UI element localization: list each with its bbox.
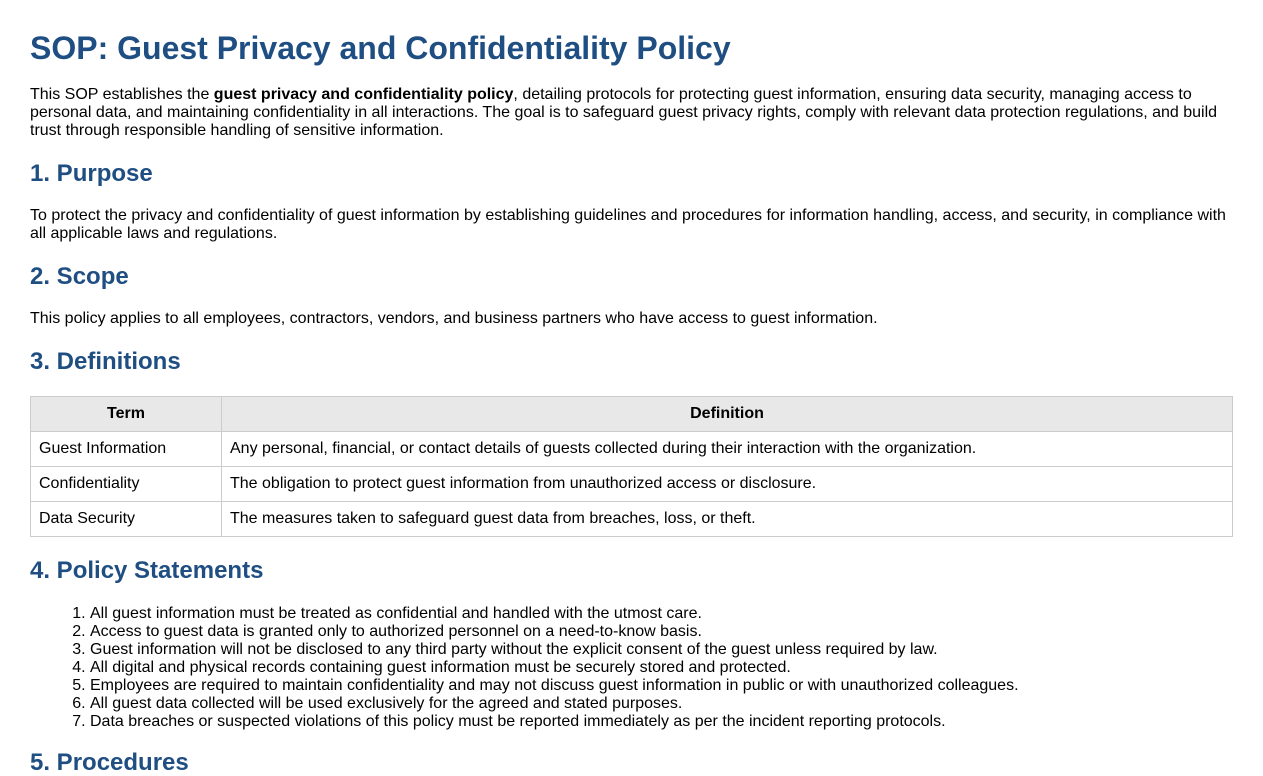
list-item: 4. All digital and physical records containing guest information must be securely stored and protected. xyxy=(90,659,1233,677)
policy-statements-list xyxy=(30,605,1233,731)
term-cell: Guest Information xyxy=(31,432,222,467)
page-title: SOP: Guest Privacy and Confidentiality Policy xyxy=(30,30,731,66)
table-row xyxy=(31,467,1233,502)
purpose-heading: 1. Purpose xyxy=(30,160,153,187)
definitions-heading: 3. Definitions xyxy=(30,348,181,375)
list-item: 2. Access to guest data is granted only to authorized personnel on a need-to-know basis. xyxy=(90,623,1233,641)
definitions-table xyxy=(30,396,1233,537)
definition-cell: The obligation to protect guest information from unauthorized access or disclosure. xyxy=(222,467,1233,502)
list-item: 6. All guest data collected will be used exclusively for the agreed and stated purposes. xyxy=(90,695,1233,713)
column-header-definition: Definition xyxy=(222,397,1233,432)
table-row xyxy=(31,502,1233,537)
scope-text: This policy applies to all employees, contractors, vendors, and business partners who have access to guest information. xyxy=(30,310,878,327)
list-item: 1. All guest information must be treated as confidential and handled with the utmost care. xyxy=(90,605,1233,623)
column-header-term: Term xyxy=(31,397,222,432)
list-item: 5. Employees are required to maintain confidentiality and may not discuss guest information in public or with unauthorized colleagues. xyxy=(90,677,1233,695)
policy-statements-heading: 4. Policy Statements xyxy=(30,557,264,584)
list-item: 3. Guest information will not be disclosed to any third party without the explicit consent of the guest unless required by law. xyxy=(90,641,1233,659)
table-header-row xyxy=(31,397,1233,432)
intro-text-bold: guest privacy and confidentiality policy xyxy=(213,86,514,103)
procedures-heading: 5. Procedures xyxy=(30,749,189,776)
term-cell: Confidentiality xyxy=(31,467,222,502)
intro-paragraph xyxy=(30,86,1233,140)
intro-text-after: , detailing protocols for protecting guest information, ensuring data security, managing access to personal data, and maintaining confidentiality in all interactions. The goal is to safeguard guest privacy rights, comply with relevant data protection regulations, and build trust through responsible handling of sensitive information. xyxy=(30,86,1218,139)
purpose-text: To protect the privacy and confidentiality of guest information by establishing guidelines and procedures for information handling, access, and security, in compliance with all applicable laws and regulations. xyxy=(30,207,1226,242)
list-item: 7. Data breaches or suspected violations of this policy must be reported immediately as per the incident reporting protocols. xyxy=(90,713,1233,731)
table-row xyxy=(31,432,1233,467)
intro-text-before: This SOP establishes the xyxy=(30,86,214,103)
term-cell: Data Security xyxy=(31,502,222,537)
definition-cell: The measures taken to safeguard guest data from breaches, loss, or theft. xyxy=(222,502,1233,537)
definition-cell: Any personal, financial, or contact details of guests collected during their interaction with the organization. xyxy=(222,432,1233,467)
scope-heading: 2. Scope xyxy=(30,263,129,290)
